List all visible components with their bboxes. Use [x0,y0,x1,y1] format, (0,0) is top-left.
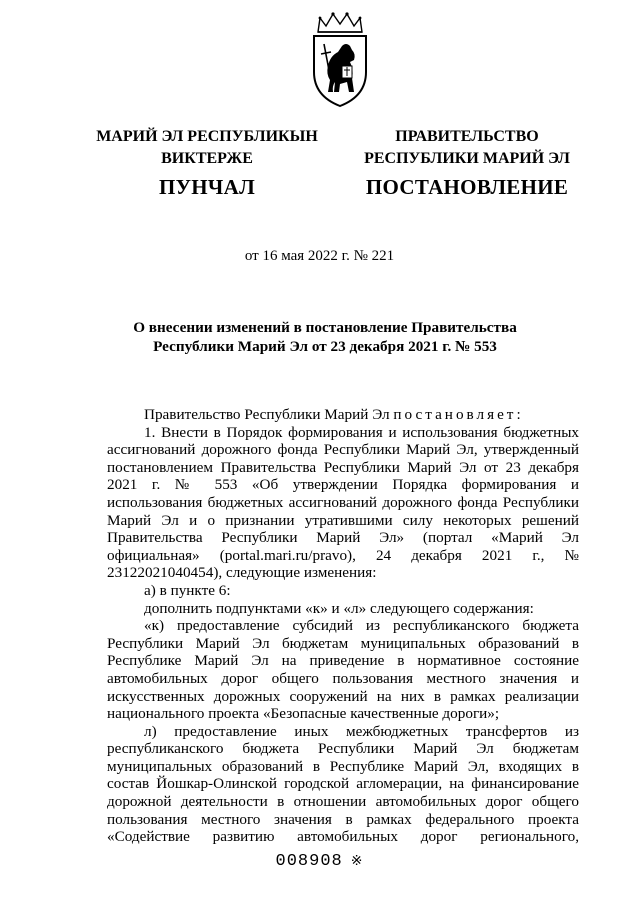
paragraph-3: дополнить подпунктами «к» и «л» следующего содержания: [144,599,534,617]
paragraph-5: л) предоставление иных межбюджетных трансфертов из республиканского бюджета Республики Марий Эл бюджетам муниципальных образований в Республике Марий Эл, входящих в состав Йошкар-Олинской городской агломерации, на финансирование дорожной деятельности в отношении автомобильных дорог общего пользования местного значения в рамках федерального проекта «Содействие развитию автомобильных дорог регионального, [107,722,579,846]
number-sign: № [353,248,368,264]
document-date: 16 мая 2022 г. [262,248,350,264]
document-number: 221 [371,248,395,264]
footer-serial [0,852,639,871]
paragraph-4: «к) предоставление субсидий из республиканского бюджета Республики Марий Эл бюджетам муниципальных образований в Республике Марий Эл на приведение в нормативное состояние автомобильных дорог общего пользования местного значения и искусственных дорожных сооружений на них в рамках реализации национального проекта «Безопасные качественные дороги»; [107,617,579,723]
document-body [107,406,579,846]
left-doc-type: ПУНЧАЛ [158,175,256,199]
right-org-line2: РЕСПУБЛИКИ МАРИЙ ЭЛ [364,150,570,167]
right-org-line1: ПРАВИТЕЛЬСТВО [395,128,539,145]
coat-of-arms-icon [306,10,374,110]
serial-number: 008908 [275,852,343,871]
serial-mark: ※ [350,854,364,870]
date-line [0,248,639,265]
right-doc-type: ПОСТАНОВЛЕНИЕ [365,175,569,199]
paragraph-1: 1. Внести в Порядок формирования и использования бюджетных ассигнований дорожного фонда Республики Марий Эл, утвержденный постановлением Правительства Республики Марий Эл от 23 декабря 2021 г. № 553 «Об утверждении Порядка формирования и использования бюджетных ассигнований дорожного фонда Республики Марий Эл и о признании утратившими силу некоторых решений Правительства Республики Марий Эл» (портал «Марий Эл официальная» (portal.mari.ru/pravo), 24 декабря 2021 г., № 23122021040454), следующие изменения: [107,423,579,582]
intro-text: Правительство Республики Марий Эл [144,406,394,423]
left-org-line1: МАРИЙ ЭЛ РЕСПУБЛИКЫН [96,128,318,145]
intro-paragraph [107,406,579,424]
header-left [92,126,322,198]
header-right [352,126,582,198]
left-org-line2: ВИКТЕРЖЕ [161,150,253,167]
date-prefix: от [244,248,259,264]
subject-line1: О внесении изменений в постановление Правительства [133,319,517,336]
subject-line2: Республики Марий Эл от 23 декабря 2021 г. № 553 [153,338,497,355]
paragraph-2: а) в пункте 6: [144,581,231,599]
document-subject [60,318,590,356]
intro-verb: постановляет: [393,406,524,423]
